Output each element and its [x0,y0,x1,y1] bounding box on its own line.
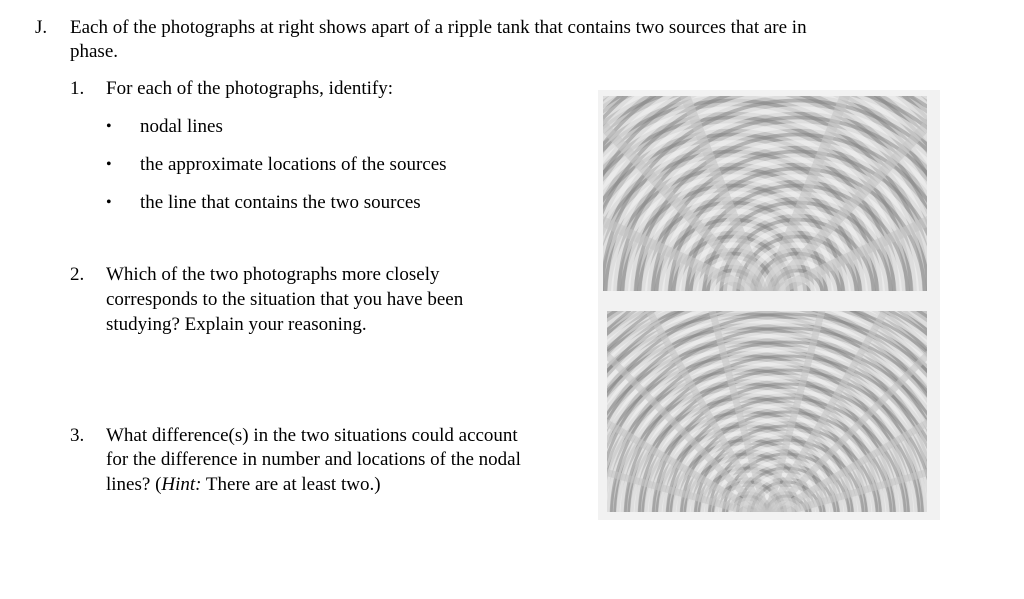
q3-line-3: lines? (Hint: There are at least two.) [106,474,381,495]
q3-line-1: What difference(s) in the two situations could account [106,425,518,446]
q1-bullet-source-locations: the approximate locations of the sources [140,154,447,175]
ripple-tank-photo-bottom-image [607,311,927,512]
problem-intro-line-1: Each of the photographs at right shows apart of a ripple tank that contains two sources that are in [70,17,807,38]
bullet-icon: • [106,118,112,135]
q1-number: 1. [70,78,85,99]
problem-intro-line-2: phase. [70,41,119,62]
q3-number: 3. [70,425,85,446]
bullet-icon: • [106,156,112,173]
hint-label: Hint: [161,474,202,495]
q2-line-3: studying? Explain your reasoning. [106,314,367,335]
bullet-icon: • [106,194,112,211]
ripple-tank-photo-top-image [603,96,927,291]
problem-label: J. [35,17,48,38]
q1-bullet-nodal-lines: nodal lines [140,116,223,137]
q1-text: For each of the photographs, identify: [106,78,394,99]
q3-line-2: for the difference in number and locations of the nodal [106,449,521,470]
q2-number: 2. [70,264,85,285]
ripple-tank-photo-top [603,96,927,291]
q2-line-1: Which of the two photographs more closely [106,264,440,285]
q1-bullet-source-line: the line that contains the two sources [140,192,421,213]
ripple-tank-photo-bottom [607,311,927,512]
q2-line-2: corresponds to the situation that you have been [106,289,464,310]
